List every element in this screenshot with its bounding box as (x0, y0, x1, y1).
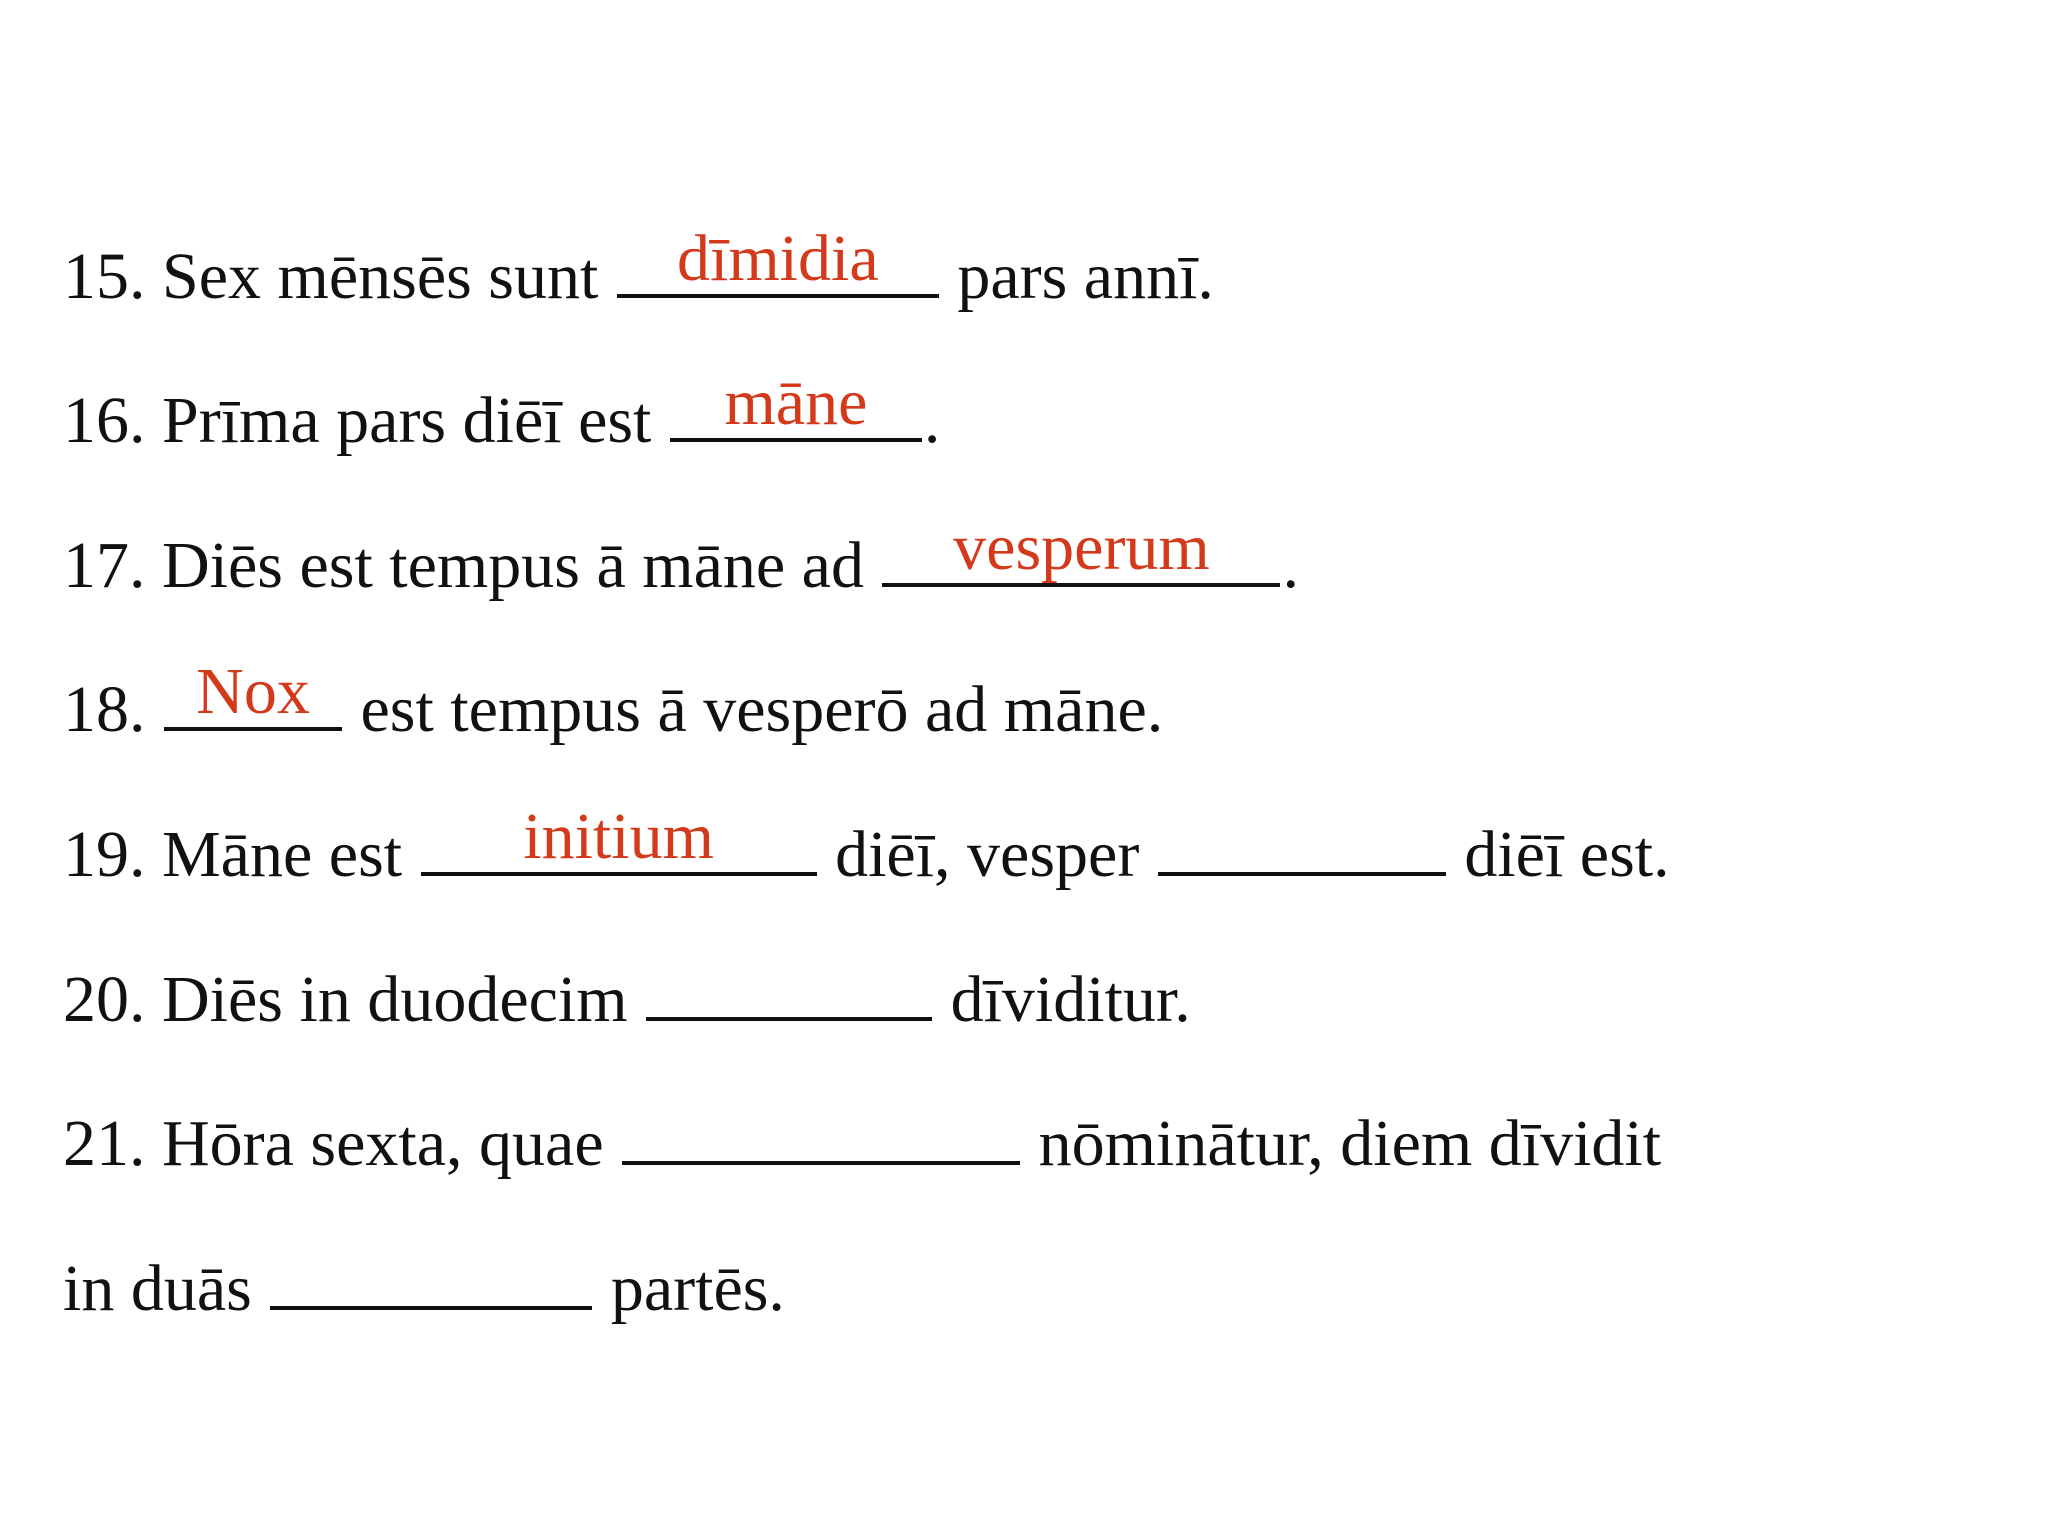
exercise-text: in duās (63, 1252, 252, 1325)
exercise-17 (63, 511, 1299, 602)
exercise-text: . (923, 384, 941, 457)
answer-text: māne (724, 366, 868, 439)
answer-blank[interactable] (882, 511, 1280, 587)
exercise-text: dīviditur. (950, 963, 1191, 1036)
exercise-text: 16. Prīma pars diēī est (63, 384, 652, 457)
answer-text: initium (523, 800, 714, 873)
answer-text: dīmidia (677, 222, 879, 295)
exercise-21-continued (63, 1244, 785, 1325)
exercise-text: diēī est. (1464, 818, 1670, 891)
exercise-text: . (1282, 529, 1299, 602)
exercise-text: 18. (63, 673, 146, 746)
exercise-text: 21. Hōra sexta, quae (63, 1107, 604, 1180)
exercise-text: nōminātur, diem dīvidit (1038, 1107, 1662, 1180)
exercise-19 (63, 800, 1670, 891)
exercise-text: 15. Sex mēnsēs sunt (63, 240, 599, 313)
answer-blank[interactable] (1158, 810, 1446, 876)
answer-blank[interactable] (646, 955, 932, 1021)
exercise-text: diēī, vesper (835, 818, 1140, 891)
exercise-text: est tempus ā vesperō ad māne. (360, 673, 1164, 746)
answer-blank[interactable] (617, 222, 939, 298)
answer-text: vesperum (953, 511, 1210, 584)
exercise-18 (63, 655, 1164, 746)
answer-blank[interactable] (164, 655, 342, 731)
exercise-text: 19. Māne est (63, 818, 403, 891)
answer-text: Nox (196, 655, 310, 728)
answer-blank[interactable] (421, 800, 817, 876)
answer-blank[interactable] (670, 366, 922, 442)
answer-blank[interactable] (270, 1244, 592, 1310)
exercise-16 (63, 366, 941, 457)
answer-blank[interactable] (622, 1099, 1020, 1165)
exercise-21 (63, 1099, 1662, 1180)
exercise-15 (63, 222, 1214, 313)
exercise-20 (63, 955, 1191, 1036)
exercise-text: 20. Diēs in duodecim (63, 963, 628, 1036)
exercise-text: partēs. (610, 1252, 785, 1325)
exercise-text: pars annī. (957, 240, 1214, 313)
exercise-text: 17. Diēs est tempus ā māne ad (63, 529, 864, 602)
